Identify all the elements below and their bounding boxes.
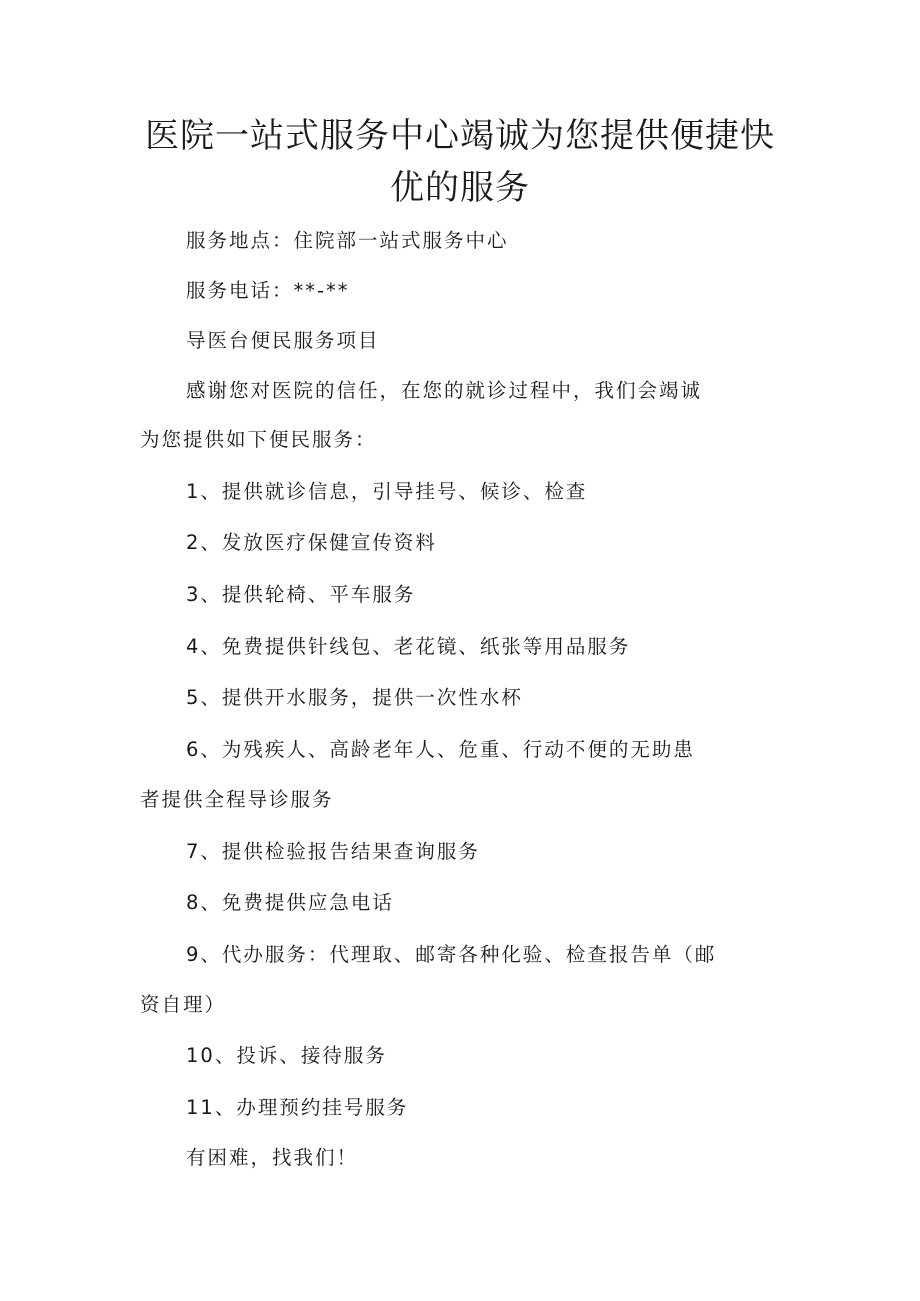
list-item: 10、投诉、接待服务 (186, 1044, 387, 1067)
document-title (140, 110, 780, 214)
list-item: 2、发放医疗保健宣传资料 (186, 531, 437, 554)
intro-text-line-1: 感谢您对医院的信任，在您的就诊过程中，我们会竭诚 (186, 379, 703, 402)
list-item: 7、提供检验报告结果查询服务 (186, 840, 480, 863)
list-item-continuation: 者提供全程导诊服务 (140, 788, 334, 811)
list-item: 11、办理预约挂号服务 (186, 1096, 409, 1119)
list-item: 8、免费提供应急电话 (186, 891, 394, 914)
list-item: 1、提供就诊信息，引导挂号、候诊、检查 (186, 480, 588, 503)
list-item: 3、提供轮椅、平车服务 (186, 583, 416, 606)
service-phone: 服务电话：**-** (186, 279, 350, 302)
list-item: 4、免费提供针线包、老花镜、纸张等用品服务 (186, 635, 631, 658)
title-line-2: 优的服务 (390, 168, 530, 208)
section-heading: 导医台便民服务项目 (186, 329, 380, 352)
title-line-1: 医院一站式服务中心竭诚为您提供便捷快 (145, 116, 775, 156)
closing-text: 有困难，找我们！ (186, 1146, 359, 1169)
list-item: 6、为残疾人、高龄老年人、危重、行动不便的无助患 (186, 738, 695, 761)
list-item: 9、代办服务：代理取、邮寄各种化验、检查报告单（邮 (186, 943, 717, 966)
list-item-continuation: 资自理） (140, 993, 227, 1016)
intro-text-line-2: 为您提供如下便民服务： (140, 428, 377, 451)
service-location: 服务地点：住院部一站式服务中心 (186, 229, 509, 252)
list-item: 5、提供开水服务，提供一次性水杯 (186, 686, 523, 709)
